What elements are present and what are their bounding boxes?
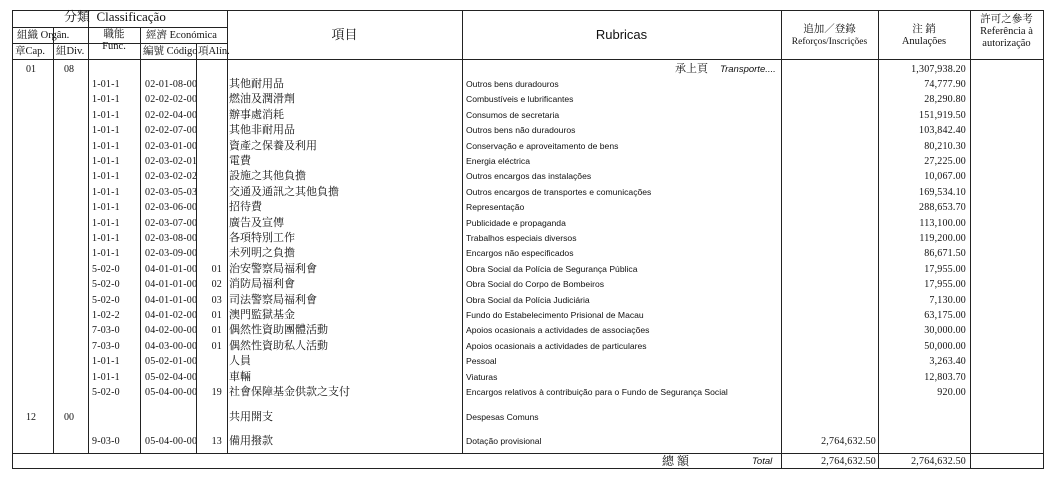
item-zh-cell: 設施之其他負擔 [229, 170, 306, 183]
item-zh-cell: 交通及通訊之其他負擔 [229, 185, 339, 198]
item-zh-cell: 澳門監獄基金 [229, 309, 295, 321]
carry-forward-label-pt: Transporte.... [720, 64, 776, 75]
anulacoes-cell: 151,919.50 [919, 109, 966, 121]
item-pt-cell: Apoios ocasionais a actividades de particulares [466, 340, 647, 351]
anulacoes-cell: 17,955.00 [924, 279, 966, 291]
item-pt-cell: Apoios ocasionais a actividades de associações [466, 325, 650, 336]
table-row-provisional [0, 434, 1054, 449]
carry-forward-label-zh: 承上頁 [675, 63, 708, 75]
code-cell: 02-03-08-00 [145, 233, 198, 244]
div-cell: 00 [64, 412, 74, 423]
table-row [0, 216, 1054, 231]
alinea-cell: 01 [211, 340, 222, 352]
div-header: 組Div. [56, 46, 85, 57]
code-cell: 02-03-01-00 [145, 140, 198, 152]
func-cell: 1-01-1 [92, 94, 120, 106]
func-cell: 1-01-1 [92, 371, 120, 383]
alinea-cell: 01 [211, 310, 222, 321]
reforcos-cell: 2,764,632.50 [821, 436, 876, 447]
item-zh-cell: 其他耐用品 [229, 78, 284, 90]
func-cell: 1-01-1 [92, 156, 120, 167]
table-row [0, 108, 1054, 123]
rubricas-header: Rubricas [595, 27, 648, 42]
func-cell: 1-01-1 [92, 171, 120, 183]
code-cell: 02-03-09-00 [145, 248, 198, 260]
func-cell: 1-01-1 [92, 109, 120, 121]
item-zh-cell: 消防局福利會 [229, 278, 295, 291]
alinea-cell: 19 [211, 387, 222, 398]
table-row [0, 354, 1054, 369]
table-row [0, 385, 1054, 400]
cap-header: 章Cap. [15, 46, 46, 57]
code-cell: 04-02-00-00 [145, 325, 198, 337]
func-cell: 5-02-0 [92, 279, 120, 291]
anulacoes-cell: 113,100.00 [919, 217, 966, 229]
item-pt-cell: Encargos não especificados [466, 248, 574, 259]
total-anulacoes: 2,764,632.50 [911, 456, 966, 467]
item-zh-cell: 電費 [229, 155, 251, 167]
item-pt-cell: Viaturas [466, 371, 498, 382]
funcional-header: 職能 Func. [102, 29, 126, 52]
item-zh-cell: 社會保障基金供款之支付 [229, 386, 350, 398]
code-cell: 04-03-00-00 [145, 340, 198, 352]
table-row [0, 277, 1054, 292]
item-pt-cell: Energia eléctrica [466, 156, 531, 166]
func-cell: 1-02-2 [92, 310, 120, 321]
anulacoes-cell: 17,955.00 [924, 263, 966, 275]
code-cell: 04-01-01-00 [145, 263, 198, 275]
item-pt-cell: Despesas Comuns [466, 412, 539, 422]
anulacoes-cell: 7,130.00 [929, 294, 966, 306]
anulacoes-cell: 86,671.50 [924, 248, 966, 260]
func-cell: 9-03-0 [92, 436, 120, 447]
code-cell: 02-03-02-01 [145, 156, 198, 167]
alinea-cell: 13 [211, 436, 222, 447]
anulacoes-cell: 119,200.00 [919, 233, 966, 244]
table-row [0, 339, 1054, 354]
item-zh-cell: 辦事處消耗 [229, 108, 284, 121]
classificacao-header: 分類 Classificação [64, 9, 166, 24]
cap-cell: 12 [26, 412, 36, 423]
item-pt-cell: Outros encargos de transportes e comunicações [466, 186, 652, 197]
table-row [0, 169, 1054, 184]
anulacoes-cell: 74,777.90 [924, 79, 966, 90]
alinea-cell: 03 [211, 294, 222, 306]
func-cell: 7-03-0 [92, 325, 120, 337]
table-row [0, 262, 1054, 277]
table-row [0, 200, 1054, 215]
total-label-pt: Total [752, 456, 773, 467]
code-cell: 05-02-01-00 [145, 356, 198, 368]
code-cell: 02-02-07-00 [145, 125, 198, 137]
item-pt-cell: Trabalhos especiais diversos [466, 233, 577, 243]
total-label-zh: 總 額 [662, 454, 690, 468]
alinea-header: 項Alín. [198, 46, 230, 57]
reforcos-header: 追加／登錄 Reforços/Inscrições [791, 24, 868, 47]
anulacoes-cell: 10,067.00 [924, 171, 966, 183]
table-row-total [0, 454, 1054, 469]
item-pt-cell: Outros bens duradouros [466, 79, 559, 89]
alinea-cell: 02 [211, 279, 222, 291]
func-cell: 1-01-1 [92, 248, 120, 260]
economica-header: 經濟 Económica [146, 30, 217, 41]
item-pt-cell: Conservação e aproveitamento de bens [466, 140, 619, 151]
code-cell: 02-03-02-02 [145, 171, 198, 183]
func-cell: 1-01-1 [92, 233, 120, 244]
item-zh-cell: 共用開支 [229, 411, 273, 423]
code-cell: 05-04-00-00 [145, 436, 198, 447]
table-row [0, 308, 1054, 323]
func-cell: 7-03-0 [92, 340, 120, 352]
organ-header: 組織 Orgân. [17, 30, 70, 41]
item-pt-cell: Pessoal [466, 356, 497, 367]
table-row [0, 92, 1054, 107]
item-zh-cell: 備用撥款 [229, 435, 273, 447]
func-cell: 1-01-1 [92, 186, 120, 198]
code-cell: 05-02-04-00 [145, 371, 198, 383]
referencia-header: 許可之參考 Referência à autorização [980, 14, 1033, 49]
item-pt-cell: Representação [466, 202, 525, 213]
item-zh-cell: 其他非耐用品 [229, 124, 295, 137]
item-zh-cell: 治安警察局福利會 [229, 262, 317, 275]
carry-forward-amount: 1,307,938.20 [911, 64, 966, 75]
item-header: 項目 [331, 27, 358, 42]
table-row [0, 323, 1054, 338]
func-cell: 1-01-1 [92, 140, 120, 152]
code-cell: 04-01-01-00 [145, 279, 198, 291]
item-pt-cell: Obra Social da Polícia Judiciária [466, 294, 590, 305]
item-zh-cell: 偶然性資助團體活動 [229, 324, 328, 337]
alinea-cell: 01 [211, 325, 222, 337]
func-cell: 1-01-1 [92, 202, 120, 214]
anulacoes-cell: 3,263.40 [929, 356, 966, 368]
func-cell: 1-01-1 [92, 79, 120, 90]
codigo-header: 編號 Código [143, 46, 198, 57]
alinea-cell: 01 [211, 263, 222, 275]
anulacoes-cell: 28,290.80 [924, 94, 966, 106]
item-zh-cell: 人員 [229, 355, 251, 368]
anulacoes-cell: 30,000.00 [924, 325, 966, 337]
anulacoes-cell: 27,225.00 [924, 156, 966, 167]
item-zh-cell: 燃油及潤滑劑 [229, 93, 295, 106]
anulacoes-cell: 288,653.70 [919, 202, 966, 214]
anulacoes-cell: 103,842.40 [919, 125, 966, 137]
anulacoes-cell: 920.00 [937, 387, 966, 398]
table-row [0, 370, 1054, 385]
item-zh-cell: 未列明之負擔 [229, 247, 295, 260]
func-cell: 5-02-0 [92, 294, 120, 306]
item-pt-cell: Fundo do Estabelecimento Prisional de Macau [466, 310, 644, 320]
item-zh-cell: 招待費 [229, 201, 262, 214]
anulacoes-cell: 169,534.10 [919, 186, 966, 198]
code-cell: 02-01-08-00 [145, 79, 198, 90]
item-pt-cell: Outros encargos das instalações [466, 171, 592, 182]
item-pt-cell: Consumos de secretaria [466, 109, 560, 120]
code-cell: 04-01-02-00 [145, 310, 198, 321]
item-zh-cell: 各項特別工作 [229, 232, 295, 244]
table-row [0, 293, 1054, 308]
anulacoes-cell: 80,210.30 [924, 140, 966, 152]
table-row-carry-forward [0, 62, 1054, 77]
code-cell: 02-03-06-00 [145, 202, 198, 214]
func-cell: 5-02-0 [92, 387, 120, 398]
code-cell: 02-02-04-00 [145, 109, 198, 121]
item-pt-cell: Obra Social do Corpo de Bombeiros [466, 279, 605, 290]
table-row-group2 [0, 410, 1054, 425]
item-pt-cell: Obra Social da Polícia de Segurança Pública [466, 263, 638, 274]
item-pt-cell: Publicidade e propaganda [466, 217, 566, 228]
item-zh-cell: 司法警察局福利會 [229, 293, 317, 306]
code-cell: 02-03-07-00 [145, 217, 198, 229]
anulacoes-cell: 63,175.00 [924, 310, 966, 321]
anulacoes-cell: 50,000.00 [924, 340, 966, 352]
code-cell: 02-03-05-03 [145, 186, 198, 198]
table-row [0, 123, 1054, 138]
table-row [0, 231, 1054, 246]
table-row [0, 139, 1054, 154]
table-row [0, 246, 1054, 261]
cap-cell: 01 [26, 64, 36, 75]
func-cell: 1-01-1 [92, 125, 120, 137]
anulacoes-cell: 12,803.70 [924, 371, 966, 383]
func-cell: 1-01-1 [92, 217, 120, 229]
table-row [0, 77, 1054, 92]
func-cell: 1-01-1 [92, 356, 120, 368]
div-cell: 08 [64, 64, 74, 75]
item-pt-cell: Dotação provisional [466, 436, 542, 446]
code-cell: 04-01-01-00 [145, 294, 198, 306]
code-cell: 05-04-00-00 [145, 387, 198, 398]
total-reforcos: 2,764,632.50 [821, 456, 876, 467]
func-cell: 5-02-0 [92, 263, 120, 275]
anulacoes-header: 注 銷 Anulações [901, 24, 947, 47]
item-pt-cell: Outros bens não duradouros [466, 125, 576, 136]
item-zh-cell: 資產之保養及利用 [229, 139, 317, 152]
table-row [0, 185, 1054, 200]
item-zh-cell: 廣告及宣傳 [229, 216, 284, 229]
item-pt-cell: Encargos relativos à contribuição para o Fundo de Segurança Social [466, 387, 728, 397]
code-cell: 02-02-02-00 [145, 94, 198, 106]
table-row [0, 154, 1054, 169]
item-zh-cell: 偶然性資助私人活動 [229, 339, 328, 352]
item-pt-cell: Combustíveis e lubrificantes [466, 94, 574, 105]
item-zh-cell: 車輛 [229, 370, 251, 383]
